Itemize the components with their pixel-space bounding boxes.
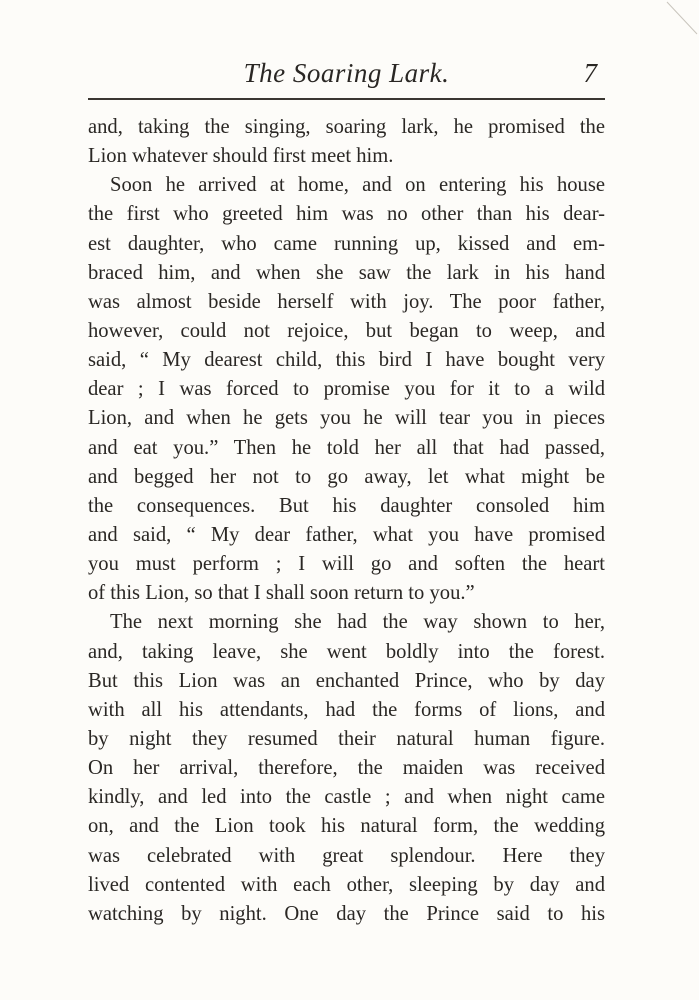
text-line: kindly, and led into the castle ; and when night came [88,786,605,809]
body-text [88,113,605,929]
text-line: dear ; I was forced to promise you for it to a wild [88,378,605,401]
text-line: however, could not rejoice, but began to weep, and [88,319,605,342]
text-line: Lion whatever should first meet him. [88,145,394,168]
text-line: and, taking the singing, soaring lark, he promised the [88,116,605,138]
text-line: watching by night. One day the Prince said to his [88,902,605,925]
paragraph [88,113,605,171]
text-line: with all his attendants, had the forms of lions, and [88,698,605,721]
text-line: said, “ My dearest child, this bird I have bought very [88,349,605,372]
text-line: the first who greeted him was no other than his dear- [88,203,605,226]
text-line: The next morning she had the way shown to her, [110,611,605,634]
text-line: by night they resumed their natural human figure. [88,727,605,750]
text-line: On her arrival, therefore, the maiden was received [88,757,605,780]
text-line: est daughter, who came running up, kissed and em- [88,232,605,255]
text-line: Soon he arrived at home, and on entering his house [110,174,605,197]
text-line: you must perform ; I will go and soften the heart [88,553,605,576]
text-line: was celebrated with great splendour. Here they [88,844,605,867]
text-line: and said, “ My dear father, what you have promised [88,523,605,546]
text-line: of this Lion, so that I shall soon return to you.” [88,582,475,605]
text-line: braced him, and when she saw the lark in his hand [88,261,605,284]
text-line: But this Lion was an enchanted Prince, who by day [88,669,605,692]
page-number: 7 [583,58,597,88]
header-rule [88,98,605,100]
text-line: and, taking leave, she went boldly into the forest. [88,640,605,663]
text-line: and eat you.” Then he told her all that had passed, [88,436,605,459]
corner-fold-mark [659,0,699,40]
paragraph [88,171,605,608]
running-title: The Soaring Lark. [243,58,450,88]
text-line: on, and the Lion took his natural form, the wedding [88,815,605,838]
text-line: the consequences. But his daughter consoled him [88,494,605,517]
text-line: and begged her not to go away, let what might be [88,465,605,488]
text-line: was almost beside herself with joy. The poor father, [88,290,605,313]
paragraph [88,608,605,929]
text-line: lived contented with each other, sleeping by day and [88,873,605,896]
text-line: Lion, and when he gets you he will tear you in pieces [88,407,605,430]
page-header [88,58,605,98]
